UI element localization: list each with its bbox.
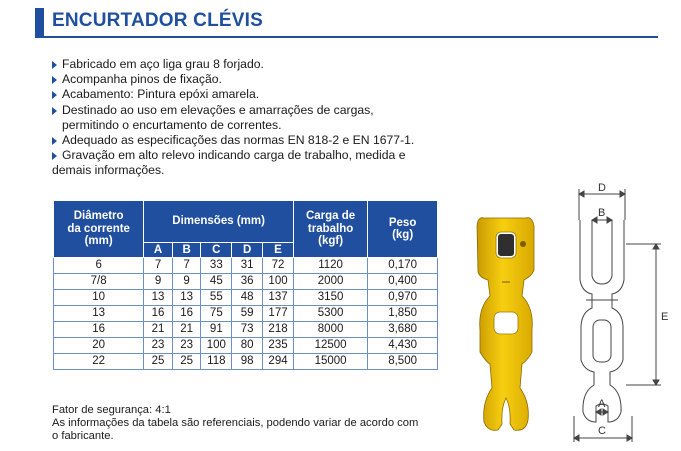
table-row	[54, 258, 438, 274]
table-row	[54, 322, 438, 338]
table-cell: 1120	[293, 258, 367, 274]
label-c: C	[598, 425, 606, 437]
table-cell: 13	[144, 290, 173, 306]
table-cell: 218	[263, 322, 294, 338]
table-cell: 100	[263, 274, 294, 290]
table-cell: 16	[144, 306, 173, 322]
feature-text: Adequado as especificações das normas EN 818-2 e EN 1677-1.	[62, 133, 415, 148]
table-cell: 13	[54, 306, 144, 322]
table-cell: 7/8	[54, 274, 144, 290]
table-cell: 23	[144, 338, 173, 354]
table-row	[54, 290, 438, 306]
table-cell: 80	[232, 338, 263, 354]
feature-text: Gravação em alto relevo indicando carga de trabalho, medida e	[62, 148, 406, 163]
title-bar	[35, 8, 658, 38]
feature-text: Fabricado em aço liga grau 8 forjado.	[62, 57, 264, 71]
table-cell: 20	[54, 338, 144, 354]
table-row	[54, 354, 438, 370]
notes	[52, 404, 472, 442]
feature-item	[52, 57, 472, 72]
product-photo	[468, 212, 543, 437]
feature-item	[52, 103, 472, 133]
header-weight: Peso (kg)	[368, 201, 438, 258]
bullet-arrow-icon	[52, 91, 57, 99]
table-cell: 12500	[293, 338, 367, 354]
table-cell: 2000	[293, 274, 367, 290]
safety-factor-note: Fator de segurança: 4:1	[52, 404, 171, 416]
table-cell: 0,400	[368, 274, 438, 290]
table-cell: 1,850	[368, 306, 438, 322]
bullet-arrow-icon	[52, 137, 57, 145]
table-cell: 72	[263, 258, 294, 274]
feature-item	[52, 87, 472, 102]
feature-text: Destinado ao uso em elevações e amarrações de cargas,	[62, 102, 374, 117]
table-cell: 6	[54, 258, 144, 274]
table-cell: 59	[232, 306, 263, 322]
header-load: Carga de trabalho (kgf)	[293, 201, 367, 258]
header-col-b: B	[172, 243, 201, 258]
table-cell: 21	[172, 322, 201, 338]
feature-item	[52, 72, 472, 87]
table-cell: 0,170	[368, 258, 438, 274]
feature-text: Acabamento: Pintura epóxi amarela.	[62, 87, 260, 102]
label-a: A	[598, 398, 606, 410]
header-dimensions: Dimensões (mm)	[144, 201, 294, 243]
table-cell: 3150	[293, 290, 367, 306]
table-cell: 91	[201, 322, 232, 338]
table-cell: 100	[201, 338, 232, 354]
disclaimer-note-line2: o fabricante.	[52, 429, 114, 442]
title-accent	[35, 8, 44, 36]
table-cell: 25	[172, 354, 201, 370]
feature-item	[52, 133, 472, 148]
table-cell: 118	[201, 354, 232, 370]
table-cell: 31	[232, 258, 263, 274]
table-row	[54, 338, 438, 354]
disclaimer-note-line1: As informações da tabela são referenciais, podendo variar de acordo com	[52, 416, 419, 429]
bullet-arrow-icon	[52, 76, 57, 84]
feature-list	[52, 57, 472, 179]
table-cell: 16	[172, 306, 201, 322]
feature-text: permitindo o encurtamento de correntes.	[62, 117, 282, 132]
header-col-c: C	[201, 243, 232, 258]
table-cell: 235	[263, 338, 294, 354]
header-col-a: A	[144, 243, 173, 258]
table-cell: 177	[263, 306, 294, 322]
bullet-arrow-icon	[52, 107, 57, 115]
table-cell: 5300	[293, 306, 367, 322]
table-cell: 36	[232, 274, 263, 290]
table-cell: 45	[201, 274, 232, 290]
table-cell: 73	[232, 322, 263, 338]
table-cell: 16	[54, 322, 144, 338]
bullet-arrow-icon	[52, 152, 57, 160]
table-cell: 4,430	[368, 338, 438, 354]
table-cell: 98	[232, 354, 263, 370]
page-title: ENCURTADOR CLÉVIS	[52, 10, 263, 31]
table-cell: 7	[144, 258, 173, 274]
feature-text: Acompanha pinos de fixação.	[62, 72, 222, 87]
technical-drawing	[556, 180, 681, 445]
header-col-e: E	[263, 243, 294, 258]
header-diameter: Diâmetro da corrente (mm)	[54, 201, 144, 258]
table-row	[54, 306, 438, 322]
table-cell: 8000	[293, 322, 367, 338]
label-d: D	[598, 182, 606, 194]
bullet-arrow-icon	[52, 61, 57, 69]
feature-text-continuation: demais informações.	[52, 163, 165, 178]
table-cell: 48	[232, 290, 263, 306]
spec-table	[53, 200, 438, 370]
table-cell: 13	[172, 290, 201, 306]
table-cell: 33	[201, 258, 232, 274]
table-cell: 22	[54, 354, 144, 370]
table-cell: 137	[263, 290, 294, 306]
table-cell: 9	[144, 274, 173, 290]
header-col-d: D	[232, 243, 263, 258]
table-cell: 294	[263, 354, 294, 370]
table-cell: 21	[144, 322, 173, 338]
table-cell: 75	[201, 306, 232, 322]
table-cell: 10	[54, 290, 144, 306]
table-cell: 9	[172, 274, 201, 290]
table-cell: 55	[201, 290, 232, 306]
label-b: B	[598, 207, 606, 219]
table-cell: 3,680	[368, 322, 438, 338]
table-row	[54, 274, 438, 290]
table-cell: 15000	[293, 354, 367, 370]
table-cell: 8,500	[368, 354, 438, 370]
table-cell: 25	[144, 354, 173, 370]
table-cell: 23	[172, 338, 201, 354]
table-cell: 7	[172, 258, 201, 274]
label-e: E	[661, 311, 669, 323]
feature-item	[52, 148, 472, 163]
table-cell: 0,970	[368, 290, 438, 306]
